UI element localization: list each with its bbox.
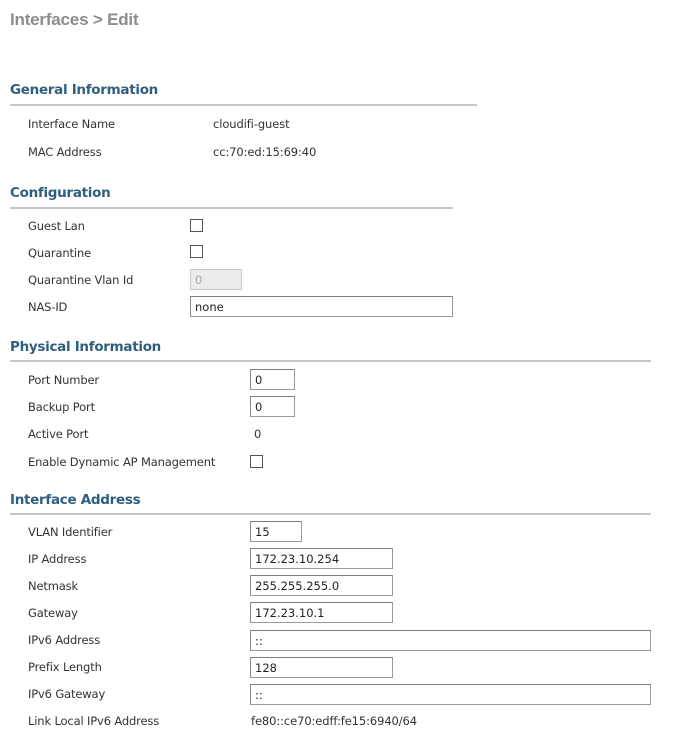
mac-address-value: cc:70:ed:15:69:40 [213, 145, 317, 159]
page-title: Interfaces > Edit [10, 10, 139, 29]
section-divider [10, 104, 477, 106]
vlan-identifier-label: VLAN Identifier [28, 525, 113, 539]
port-number-label: Port Number [28, 373, 99, 387]
nas-id-label: NAS-ID [28, 300, 68, 314]
link-local-ipv6-value: fe80::ce70:edff:fe15:6940/64 [251, 714, 417, 728]
gateway-label: Gateway [28, 606, 78, 620]
ipv6-address-input[interactable] [250, 630, 651, 651]
interface-name-value: cloudifi-guest [213, 117, 290, 131]
guest-lan-checkbox[interactable] [190, 219, 203, 232]
netmask-label: Netmask [28, 579, 79, 593]
gateway-input[interactable] [250, 602, 393, 623]
active-port-label: Active Port [28, 427, 89, 441]
section-divider [10, 207, 453, 209]
dynamic-ap-management-label: Enable Dynamic AP Management [28, 455, 216, 469]
netmask-input[interactable] [250, 575, 393, 596]
link-local-ipv6-label: Link Local IPv6 Address [28, 714, 160, 728]
backup-port-label: Backup Port [28, 400, 95, 414]
guest-lan-label: Guest Lan [28, 219, 85, 233]
quarantine-checkbox[interactable] [190, 245, 203, 258]
section-heading-physical-information: Physical Information [10, 339, 161, 355]
ipv6-address-label: IPv6 Address [28, 633, 101, 647]
section-heading-configuration: Configuration [10, 185, 111, 201]
quarantine-label: Quarantine [28, 246, 92, 260]
nas-id-input[interactable] [190, 296, 453, 317]
section-divider [10, 513, 651, 515]
ip-address-label: IP Address [28, 552, 87, 566]
quarantine-vlan-id-label: Quarantine Vlan Id [28, 273, 134, 287]
section-divider [10, 360, 651, 362]
prefix-length-input[interactable] [250, 657, 393, 678]
port-number-input[interactable] [250, 369, 295, 390]
quarantine-vlan-id-input[interactable] [190, 269, 242, 290]
section-heading-general-information: General Information [10, 82, 158, 98]
backup-port-input[interactable] [250, 396, 295, 417]
interface-name-label: Interface Name [28, 117, 115, 131]
ipv6-gateway-input[interactable] [250, 684, 651, 705]
mac-address-label: MAC Address [28, 145, 102, 159]
ip-address-input[interactable] [250, 548, 393, 569]
vlan-identifier-input[interactable] [250, 521, 302, 542]
active-port-value: 0 [254, 427, 262, 441]
ipv6-gateway-label: IPv6 Gateway [28, 687, 106, 701]
section-heading-interface-address: Interface Address [10, 492, 141, 508]
prefix-length-label: Prefix Length [28, 660, 102, 674]
dynamic-ap-management-checkbox[interactable] [250, 455, 263, 468]
